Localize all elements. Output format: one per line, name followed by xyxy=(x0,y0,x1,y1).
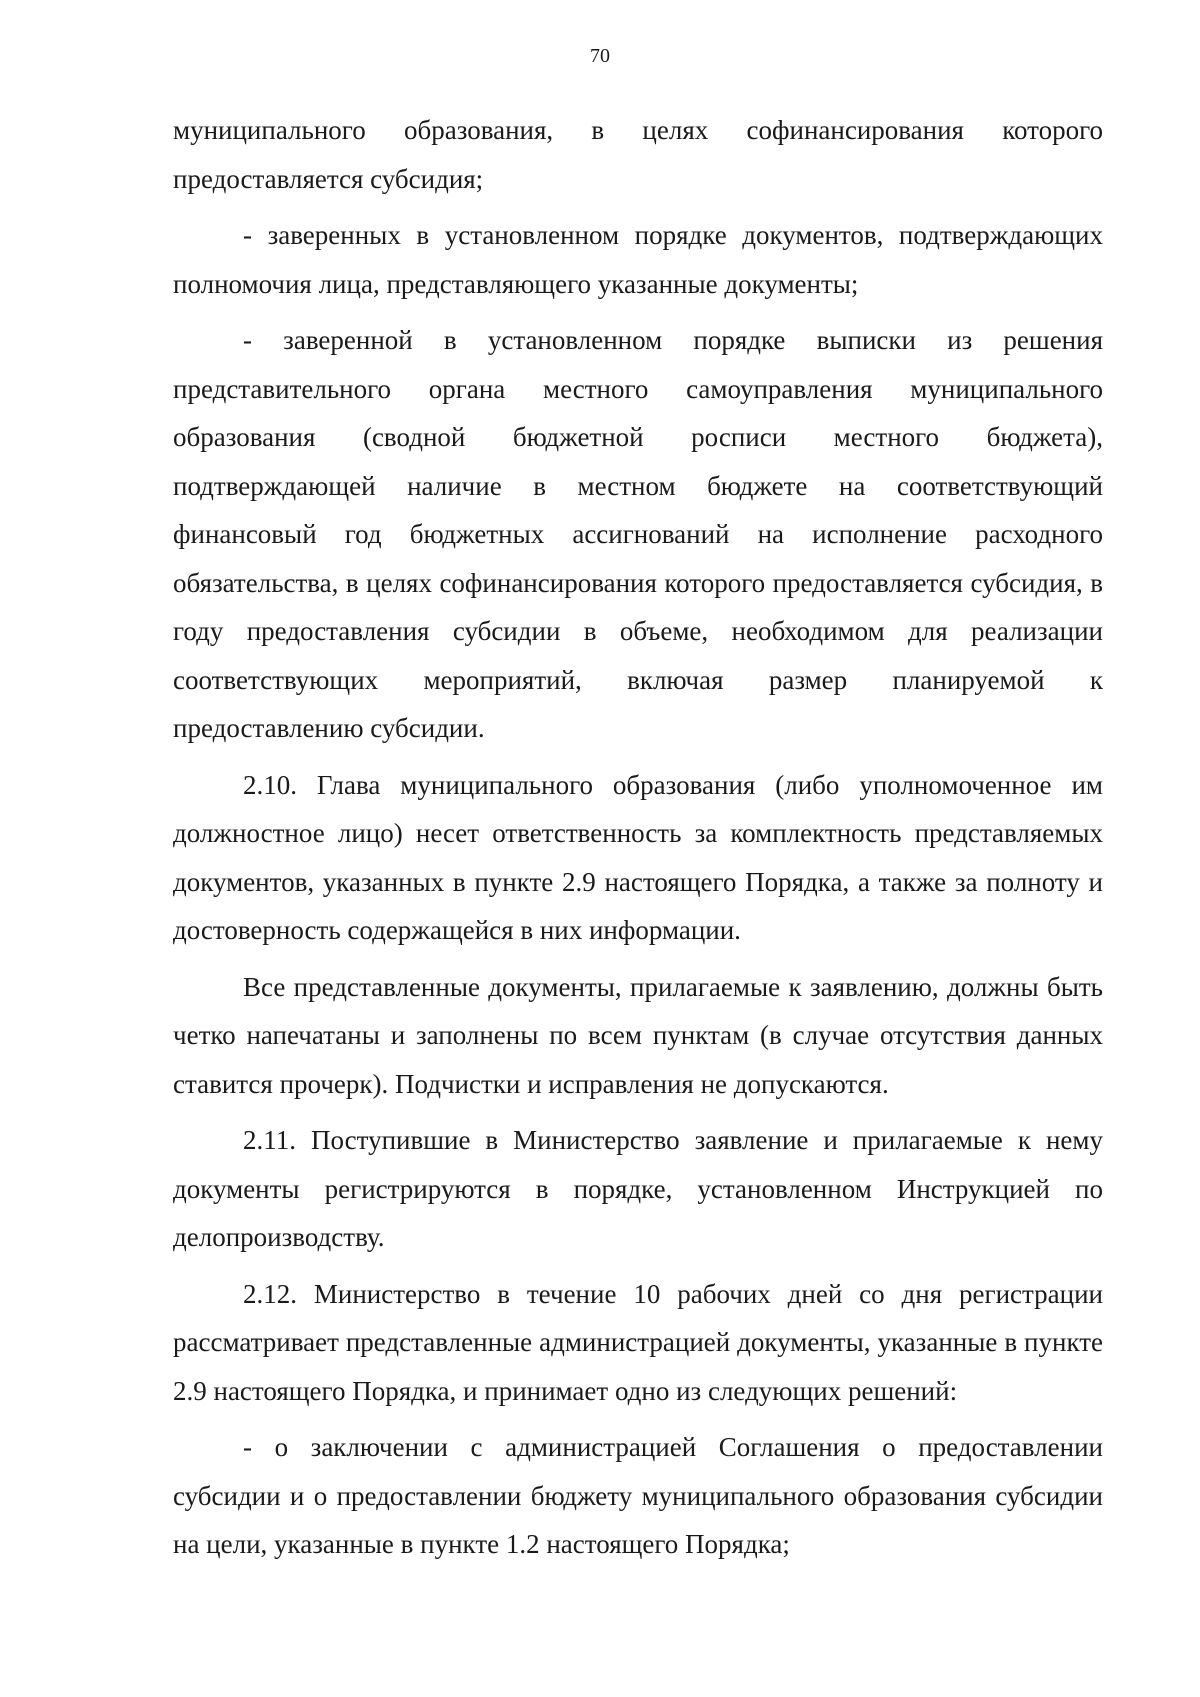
paragraph-documents-requirements: Все представленные документы, прилагаемые к заявлению, должны быть четко напечатаны и заполнены по всем пунктам (в случае отсутствия данных ставится прочерк). Подчистки и исправления не допускаются. xyxy=(173,971,1103,1099)
paragraph-authority-documents: - заверенных в установленном порядке документов, подтверждающих полномочия лица, представляющего указанные документы; xyxy=(173,220,1103,299)
paragraph-2-11: 2.11. Поступившие в Министерство заявление и прилагаемые к нему документы регистрируются в порядке, установленном Инструкцией по делопроизводству. xyxy=(173,1125,1103,1252)
paragraph-2-12: 2.12. Министерство в течение 10 рабочих дней со дня регистрации рассматривает представленные администрацией документы, указанные в пункте 2.9 настоящего Порядка, и принимает одно из следующих решений: xyxy=(173,1278,1103,1406)
paragraph-decision-agreement: - о заключении с администрацией Соглашения о предоставлении субсидии и о предоставлении бюджету муниципального образования субсидии на цели, указанные в пункте 1.2 настоящего Порядка; xyxy=(173,1432,1103,1559)
paragraph-2-10: 2.10. Глава муниципального образования (либо уполномоченное им должностное лицо) несет ответственность за комплектность представляемых документов, указанных в пункте 2.9 настоящего Порядка, а также за полноту и достоверность содержащейся в них информации. xyxy=(173,769,1103,945)
page-number: 70 xyxy=(590,45,610,67)
paragraph-budget-extract: - заверенной в установленном порядке выписки из решения представительного органа местного самоуправления муниципального образования (сводной бюджетной росписи местного бюджета), подтверждающей наличие в местном бюджете на соответствующий финансовый год бюджетных ассигнований на исполнение расходного обязательства, в целях софинансирования которого предоставляется субсидия, в году предоставления субсидии в объеме, необходимом для реализации соответствующих мероприятий, включая размер планируемой к предоставлению субсидии. xyxy=(173,325,1103,743)
document-body xyxy=(173,106,1103,1577)
paragraph-continuation: муниципального образования, в целях софинансирования которого предоставляется субсидия; xyxy=(173,115,1103,194)
